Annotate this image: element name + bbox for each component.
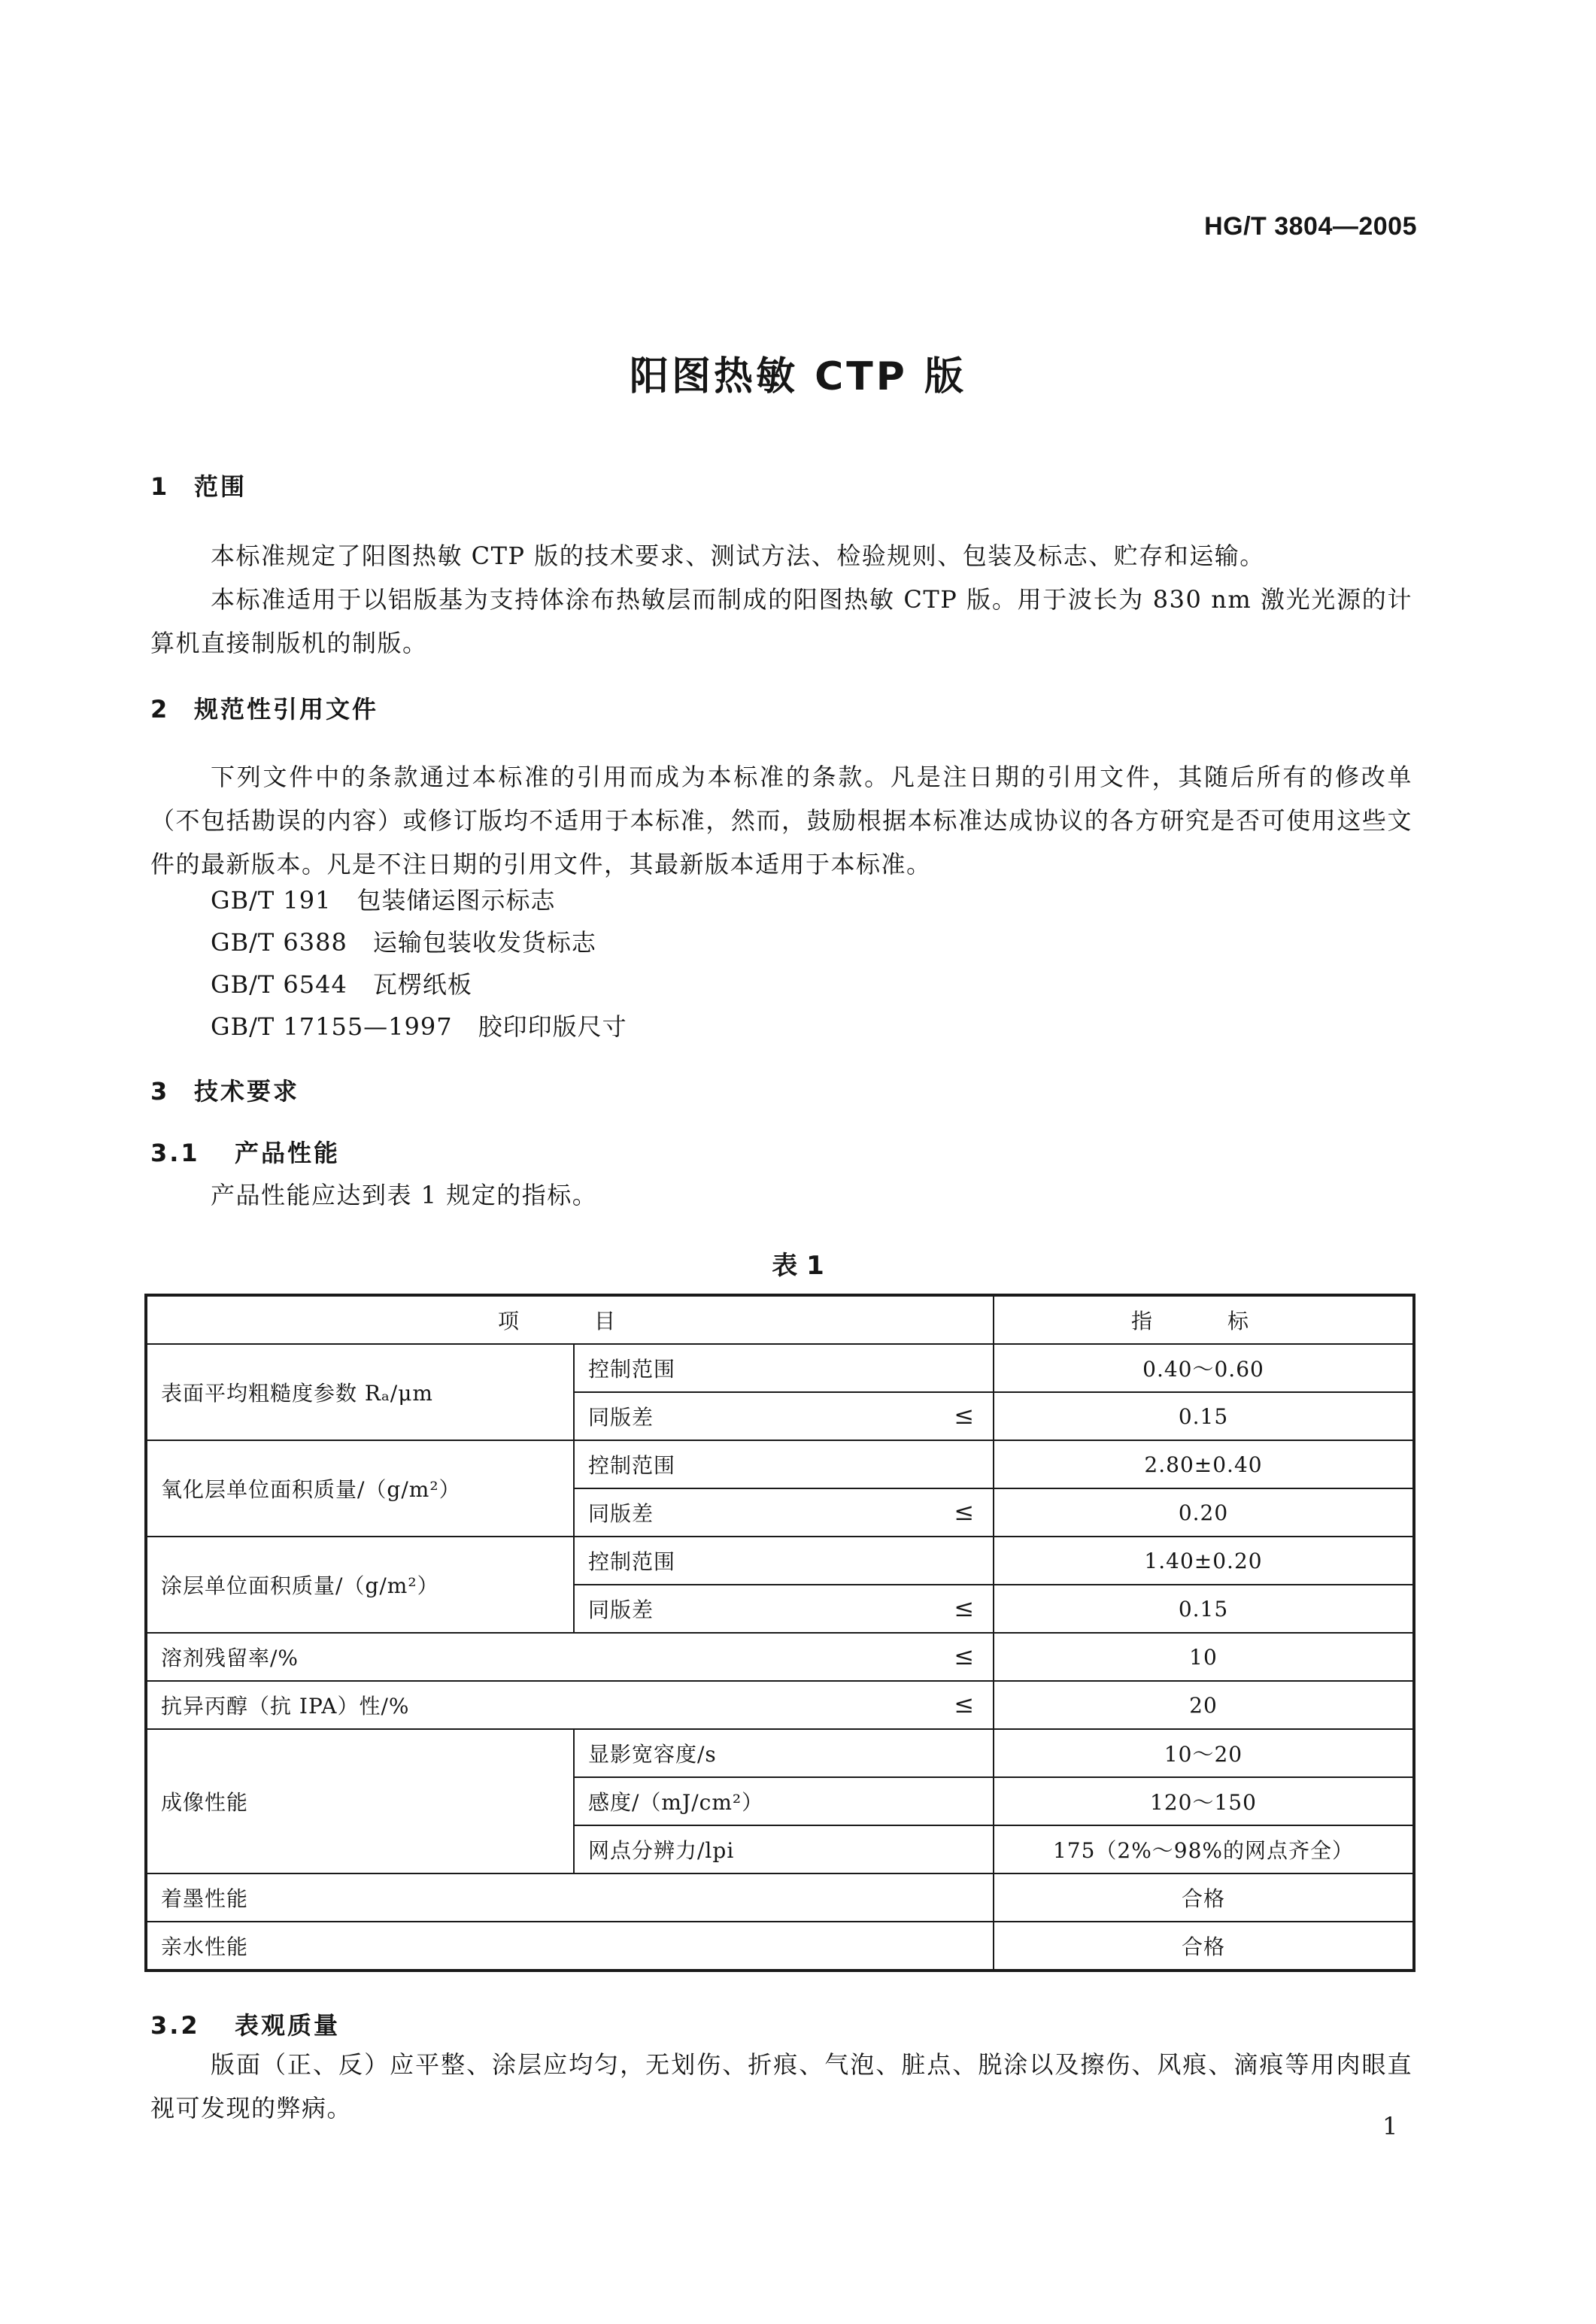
section-number: 3.1 xyxy=(150,1139,200,1167)
value-cell: 0.40～0.60 xyxy=(994,1344,1414,1392)
value-cell: 120～150 xyxy=(994,1777,1414,1825)
section-2-heading xyxy=(150,690,378,725)
table-row xyxy=(146,1873,1414,1922)
sub-item-cell: 感度/（mJ/cm²） xyxy=(574,1777,994,1825)
item-cell: 亲水性能 xyxy=(146,1922,994,1971)
reference-code: GB/T 6388 xyxy=(211,928,347,957)
le-symbol: ≤ xyxy=(954,1690,975,1719)
le-symbol: ≤ xyxy=(954,1594,975,1622)
reference-item xyxy=(211,966,472,1000)
le-symbol: ≤ xyxy=(954,1401,975,1430)
section-1-paragraph-2: 本标准适用于以铝版基为支持体涂布热敏层而制成的阳图热敏 CTP 版。用于波长为 830 nm 激光光源的计算机直接制版机的制版。 xyxy=(150,585,1412,657)
sub-item-cell: 显影宽容度/s xyxy=(574,1729,994,1777)
section-title: 规范性引用文件 xyxy=(194,695,379,724)
le-symbol: ≤ xyxy=(954,1642,975,1670)
item-cell: 抗异丙醇（抗 IPA）性/% ≤ xyxy=(146,1681,994,1729)
section-title: 技术要求 xyxy=(194,1077,300,1106)
le-symbol: ≤ xyxy=(954,1497,975,1526)
value-cell: 10 xyxy=(994,1633,1414,1681)
section-title: 产品性能 xyxy=(235,1139,341,1167)
value-cell: 0.20 xyxy=(994,1488,1414,1537)
value-cell: 2.80±0.40 xyxy=(994,1440,1414,1488)
standard-code: HG/T 3804—2005 xyxy=(1204,212,1417,241)
section-3-1-paragraph: 产品性能应达到表 1 规定的指标。 xyxy=(211,1181,598,1209)
header-value: 指 标 xyxy=(994,1295,1414,1344)
value-cell: 0.15 xyxy=(994,1585,1414,1633)
reference-item xyxy=(211,924,596,958)
section-2-paragraph-1: 下列文件中的条款通过本标准的引用而成为本标准的条款。凡是注日期的引用文件，其随后所有的修改单（不包括勘误的内容）或修订版均不适用于本标准，然而，鼓励根据本标准达成协议的各方研究是否可使用这些文件的最新版本。凡是不注日期的引用文件，其最新版本适用于本标准。 xyxy=(150,763,1412,878)
table-row xyxy=(146,1729,1414,1777)
sub-item-cell: 控制范围 xyxy=(574,1537,994,1585)
table-row xyxy=(146,1537,1414,1585)
section-number: 3.2 xyxy=(150,2011,200,2040)
sub-item-cell: 网点分辨力/lpi xyxy=(574,1825,994,1873)
reference-item xyxy=(211,881,555,916)
reference-code: GB/T 6544 xyxy=(211,970,347,999)
section-3-2-paragraph: 版面（正、反）应平整、涂层应均匀，无划伤、折痕、气泡、脏点、脱涂以及擦伤、风痕、滴痕等用肉眼直视可发现的弊病。 xyxy=(150,2050,1412,2122)
sub-item-cell: 控制范围 xyxy=(574,1344,994,1392)
table-row xyxy=(146,1633,1414,1681)
sub-item-cell: 控制范围 xyxy=(574,1440,994,1488)
table-row xyxy=(146,1440,1414,1488)
sub-item-cell: 同版差 ≤ xyxy=(574,1392,994,1440)
spec-table xyxy=(144,1294,1415,1972)
section-1-heading xyxy=(150,468,247,502)
item-cell: 溶剂残留率/% ≤ xyxy=(146,1633,994,1681)
reference-code: GB/T 17155—1997 xyxy=(211,1012,453,1041)
item-cell: 成像性能 xyxy=(146,1729,574,1873)
reference-name: 运输包装收发货标志 xyxy=(372,928,596,957)
value-cell: 1.40±0.20 xyxy=(994,1537,1414,1585)
section-3-1-heading xyxy=(150,1134,340,1169)
value-cell: 0.15 xyxy=(994,1392,1414,1440)
table-caption: 表 1 xyxy=(772,1251,824,1281)
section-number: 1 xyxy=(150,472,170,501)
value-cell: 合格 xyxy=(994,1922,1414,1971)
value-cell: 20 xyxy=(994,1681,1414,1729)
section-3-heading xyxy=(150,1072,299,1107)
value-cell: 10～20 xyxy=(994,1729,1414,1777)
section-title: 范围 xyxy=(194,472,247,501)
table-row xyxy=(146,1922,1414,1971)
value-cell: 175（2%～98%的网点齐全） xyxy=(994,1825,1414,1873)
section-3-2-heading xyxy=(150,2007,340,2041)
sub-item-cell: 同版差 ≤ xyxy=(574,1585,994,1633)
section-number: 2 xyxy=(150,695,170,724)
reference-name: 包装储运图示标志 xyxy=(357,886,556,915)
table-row xyxy=(146,1681,1414,1729)
item-cell: 涂层单位面积质量/（g/m²） xyxy=(146,1537,574,1633)
section-title: 表观质量 xyxy=(235,2011,341,2040)
reference-name: 胶印印版尺寸 xyxy=(478,1012,627,1041)
value-cell: 合格 xyxy=(994,1873,1414,1922)
item-cell: 氧化层单位面积质量/（g/m²） xyxy=(146,1440,574,1537)
header-item: 项 目 xyxy=(146,1295,994,1344)
sub-item-cell: 同版差 ≤ xyxy=(574,1488,994,1537)
section-1-paragraph-1: 本标准规定了阳图热敏 CTP 版的技术要求、测试方法、检验规则、包装及标志、贮存和运输。 xyxy=(211,542,1265,570)
reference-name: 瓦楞纸板 xyxy=(372,970,472,999)
table-row xyxy=(146,1344,1414,1392)
item-cell: 表面平均粗糙度参数 Rₐ/μm xyxy=(146,1344,574,1440)
reference-item xyxy=(211,1008,627,1042)
document-title: 阳图热敏 CTP 版 xyxy=(630,354,966,399)
table-header-row xyxy=(146,1295,1414,1344)
reference-code: GB/T 191 xyxy=(211,886,332,915)
item-cell: 着墨性能 xyxy=(146,1873,994,1922)
section-number: 3 xyxy=(150,1077,170,1106)
page-number: 1 xyxy=(1382,2112,1398,2140)
